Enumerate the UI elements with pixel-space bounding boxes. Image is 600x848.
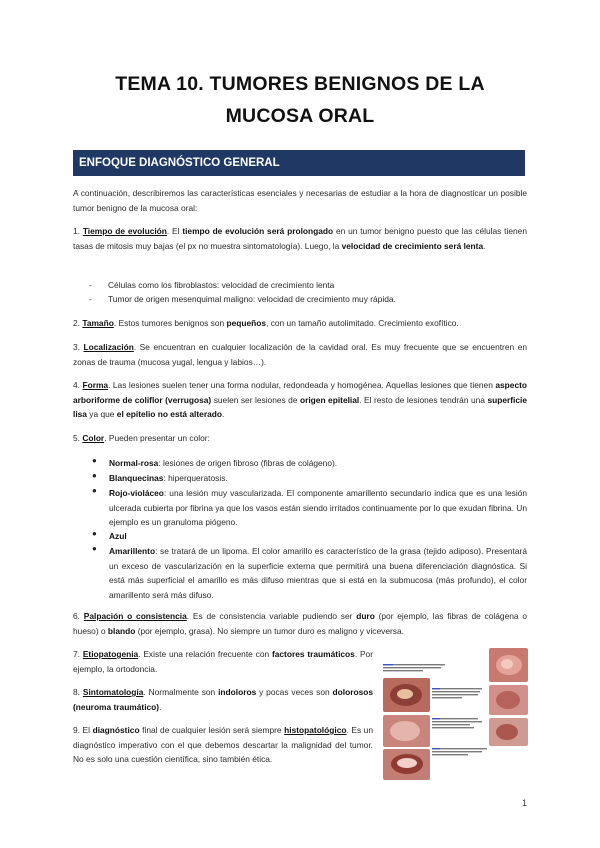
section-4-paragraph: 4. Forma. Las lesiones suelen tener una forma nodular, redondeada y homogénea. Aquellas lesiones que tienen aspecto arboriforme de coliflor (verrugosa) suelen ser lesiones de origen epitelial. El resto de lesiones tendrán una superficie lisa ya que el epitelio no está alterado.: [73, 380, 528, 420]
document-page: TEMA 10. TUMORES BENIGNOS DE LA MUCOSA ORAL ENFOQUE DIAGNÓSTICO GENERAL A continuación, describiremos las características esenciales y necesarias de estudiar a la hora de diagnosticar un posible tumor benigno de la mucosa oral: 1. Tiempo de evolución. El tiempo de evolución será prolongado en un tumor benigno puesto que las células tienen tasas de mitosis muy bajas (el px no muestra sintomatología). Luego, la velocidad de crecimiento será lenta. - Células como los fibroblastos: velocidad de crecimiento lenta - Tumor de origen mesenquimal maligno: velocidad de crecimiento muy rápida. 2. Tamaño. Estos tumores benignos son pequeños, con un tamaño autolimitado. Crecimiento exofítico. 3. Localización. Se encuentran en cualquier localización de la cavidad oral. Es muy frecuente que se encuentren en zonas de trauma (mucosa yugal, lengua y labios…). 4. Forma. Las lesiones suelen tener una forma nodular, redondeada y homogénea. Aquellas lesiones que tienen aspecto arboriforme de coliflor (verrugosa) suelen ser lesiones de origen epitelial. El resto de lesiones tendrán una superficie lisa ya que el epitelio no está alterado. 5. Color. Pueden presentar un color: ● Normal-rosa: lesiones de origen fibroso (fibras de colágeno). ● Blanquecinas: hiperqueratosis. ● Rojo-violáceo: una lesión muy vascularizada. El componente amarillento secundario indica que es una lesión ulcerada cubierta por fibrina ya que los vasos están siendo irritados continuamente por lo que exudan fibrina. Un ejemplo es un granuloma piógeno. ● Azul ● Amarillento: se tratará de un lipoma. El color amarillo es característico de la grasa (tejido adiposo). Presentará un exceso de vascularización en la superficie externa que permitirá una buena diferenciación diagnóstica. Si está más superficial el amarillo es más difuso mientras que si está en la submucosa (más profundo), el color amarillento será más difuso. 6. Palpación o consistencia. Es de consistencia variable pudiendo ser duro (por ejemplo, las fibras de colágena o hueso) o blando (por ejemplo, grasa). No siempre un tumor duro es maligno y viceversa. 7. Etiopatogenia. Existe una relación frecuente con factores traumáticos. Por ejemplo, la ortodoncia. 8. Sintomatología. Normalmente son indoloros y pocas veces son dolorosos (neuroma traumático). 9. El diagnóstico final de cualquier lesión será siempre histopatológico. Es un diagnóstico imperativo con el que debemos descartar la malignidad del tumor. No es solo una cuestión científica, sino también ética. 1: [0, 0, 600, 848]
clinical-photos-collage: [383, 648, 528, 780]
section-6-heading: Palpación o consistencia: [83, 611, 187, 621]
section-3-paragraph: 3. Localización. Se encuentran en cualquier localización de la cavidad oral. Es muy frecuente que se encuentren en zonas de trauma (mucosa yugal, lengua y labios…).: [73, 342, 528, 367]
section-2-heading: Tamaño: [82, 318, 114, 328]
section-8-heading: Sintomatología: [82, 687, 144, 697]
section-1-paragraph: 1. Tiempo de evolución. El tiempo de evolución será prolongado en un tumor benigno puesto que las células tienen tasas de mitosis muy bajas (el px no muestra sintomatología). Luego, la velocidad de crecimiento será lenta.: [73, 226, 527, 251]
section-6-paragraph: 6. Palpación o consistencia. Es de consistencia variable pudiendo ser duro (por ejemplo, las fibras de colágena o hueso) o blando (por ejemplo, grasa). No siempre un tumor duro es maligno y viceversa.: [73, 611, 527, 636]
section-5-heading: Color: [82, 433, 105, 443]
section-8-paragraph: 8. Sintomatología. Normalmente son indoloros y pocas veces son dolorosos (neuroma traumático).: [73, 687, 374, 712]
intro-paragraph: A continuación, describiremos las características esenciales y necesarias de estudiar a la hora de diagnosticar un posible tumor benigno de la mucosa oral:: [73, 188, 527, 213]
title-line-2: MUCOSA ORAL: [225, 105, 375, 127]
section-9-paragraph: 9. El diagnóstico final de cualquier lesión será siempre histopatológico. Es un diagnóstico imperativo con el que debemos descartar la malignidad del tumor. No es solo una cuestión científica, sino también ética.: [73, 725, 374, 765]
page-title: [60, 68, 540, 132]
section-2-paragraph: 2. Tamaño. Estos tumores benignos son pequeños, con un tamaño autolimitado. Crecimiento exofítico.: [73, 318, 459, 328]
section-5-paragraph: 5. Color. Pueden presentar un color:: [73, 433, 210, 443]
page-number: 1: [521, 798, 527, 808]
title-line-1: TEMA 10. TUMORES BENIGNOS DE LA: [115, 73, 485, 95]
section-4-heading: Forma: [82, 380, 109, 390]
section-banner: ENFOQUE DIAGNÓSTICO GENERAL: [73, 150, 525, 176]
section-7-heading: Etiopatogenia: [82, 649, 139, 659]
section-7-paragraph: 7. Etiopatogenia. Existe una relación frecuente con factores traumáticos. Por ejemplo, la ortodoncia.: [73, 649, 374, 674]
section-9-heading: histopatológico: [284, 725, 347, 735]
photo-collage-graphic: [383, 648, 528, 780]
section-1-heading: Tiempo de evolución: [82, 226, 167, 236]
section-3-heading: Localización: [83, 342, 134, 352]
